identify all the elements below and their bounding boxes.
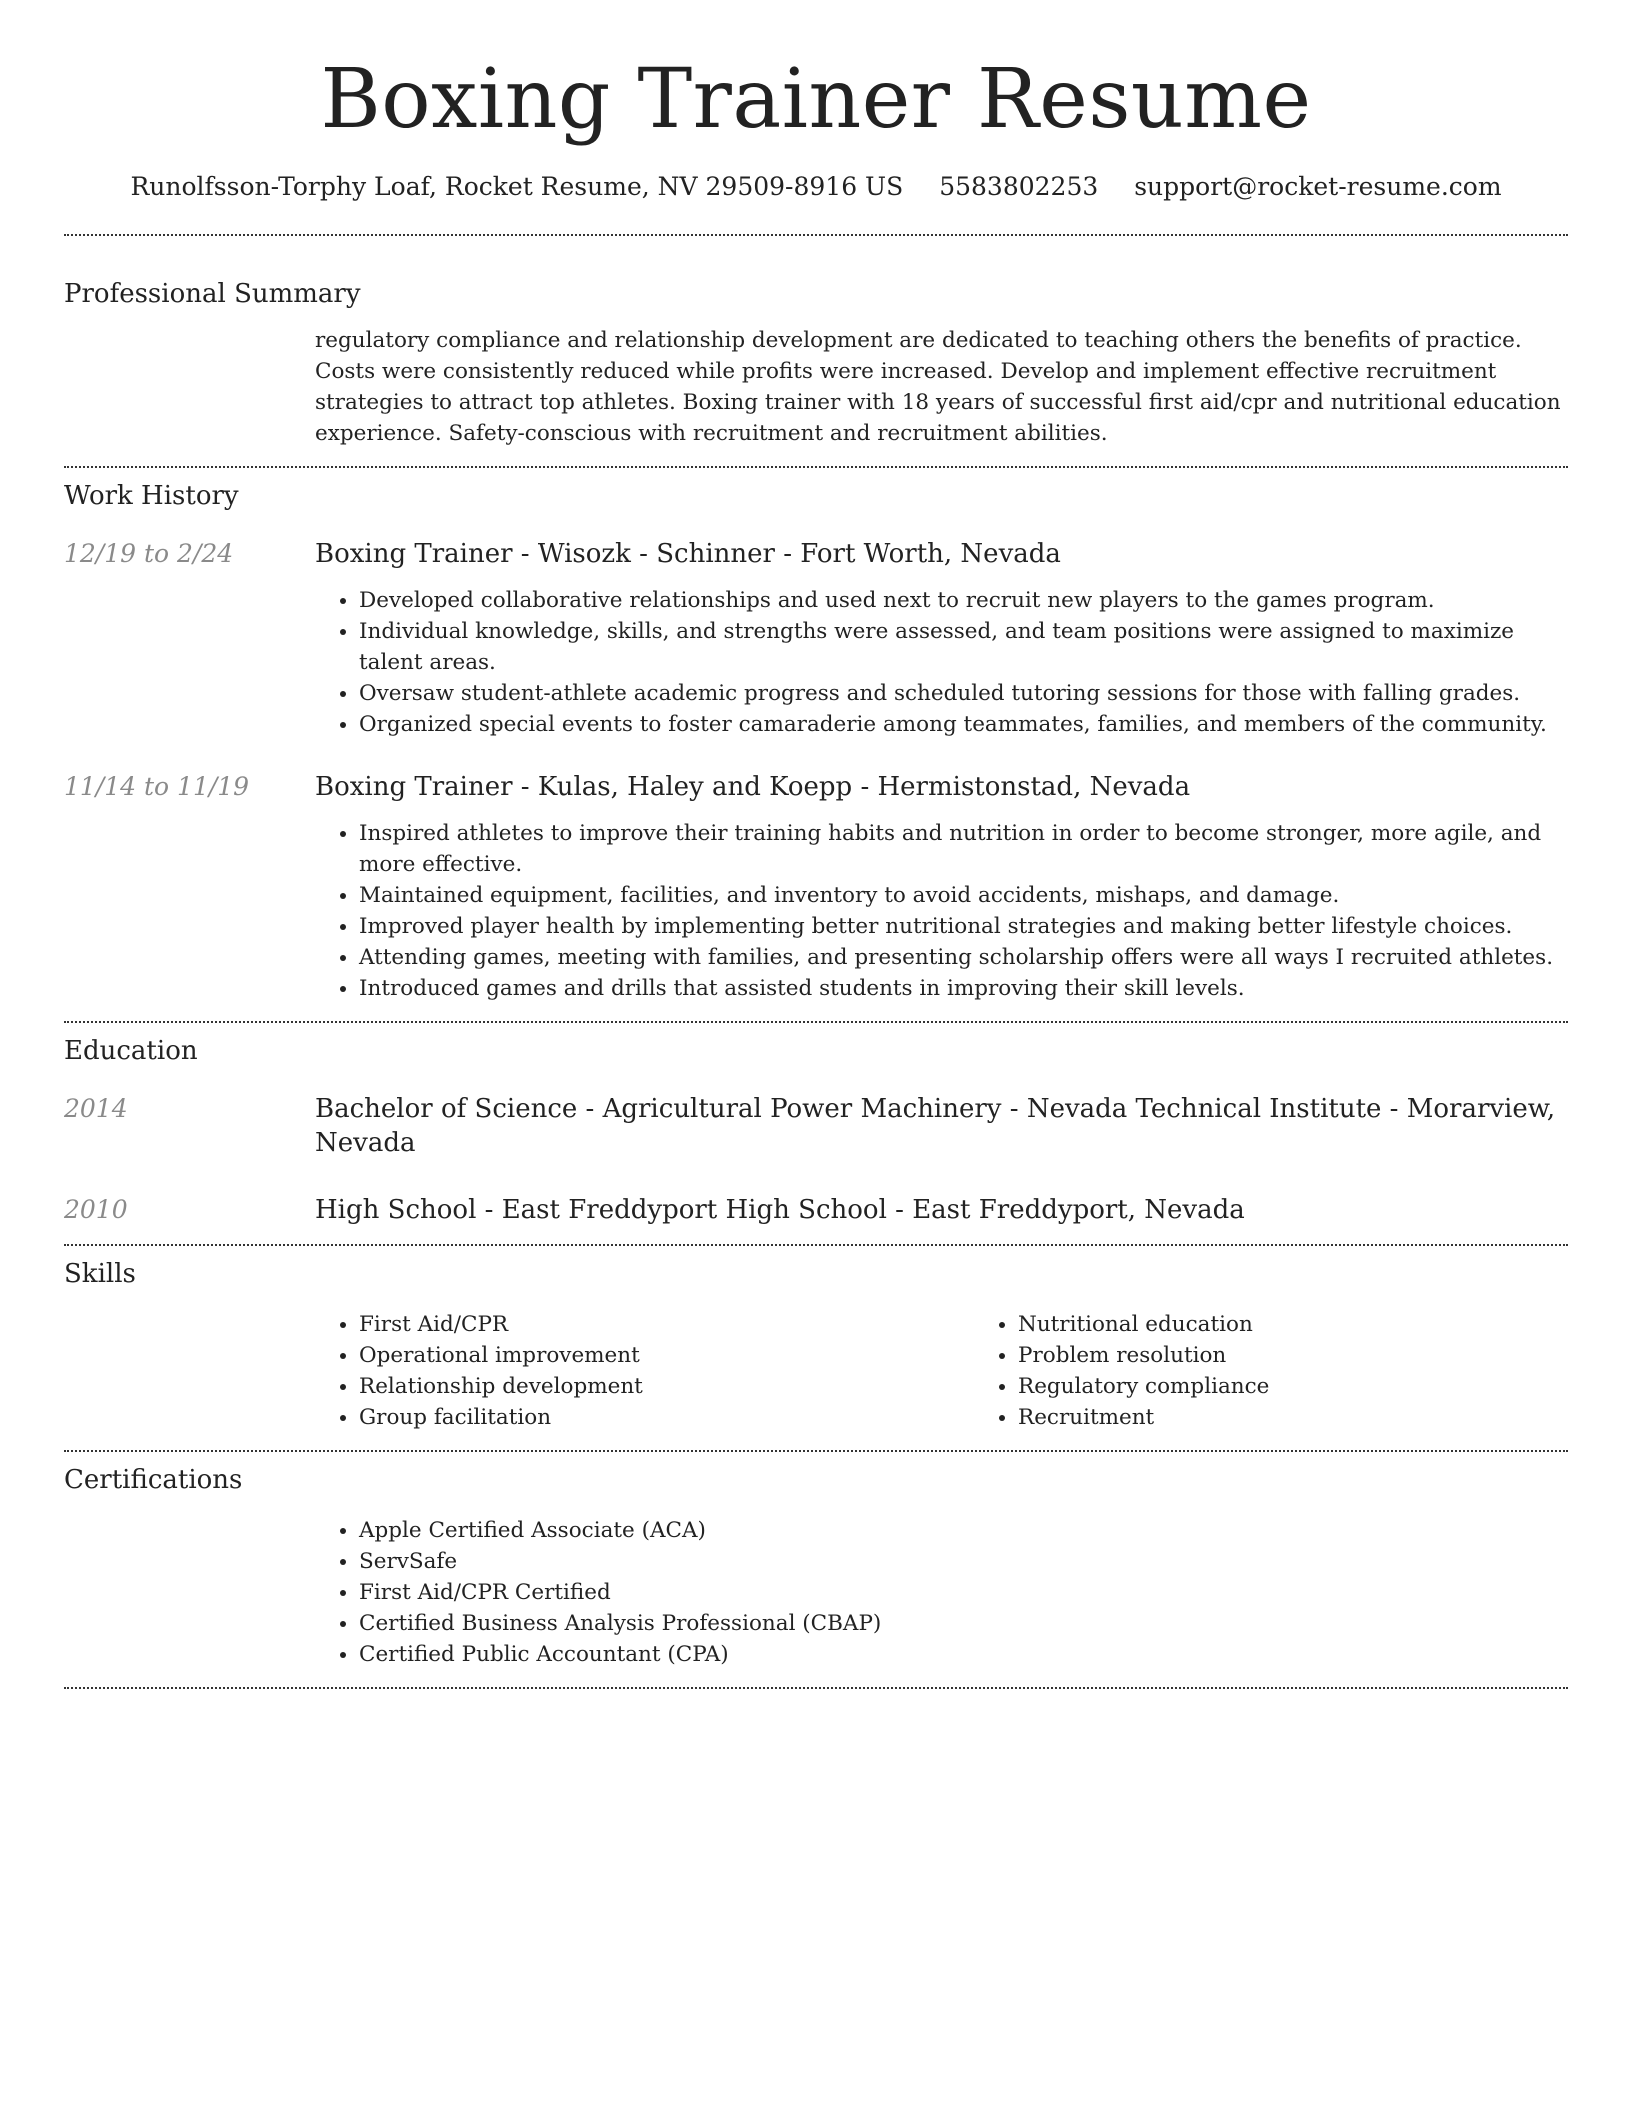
section-divider bbox=[64, 234, 1568, 236]
skills-heading: Skills bbox=[64, 1259, 136, 1289]
skills-section bbox=[64, 1257, 1568, 1433]
section-divider bbox=[64, 1687, 1568, 1689]
skill-item: • Relationship development bbox=[359, 1371, 974, 1402]
work-history-section bbox=[64, 479, 1568, 1004]
certifications-heading: Certifications bbox=[64, 1465, 243, 1495]
job-bullet: • Organized special events to foster camaraderie among teammates, families, and members of the community. bbox=[359, 709, 1568, 740]
education-title: High School - East Freddyport High School - East Freddyport, Nevada bbox=[315, 1195, 1245, 1225]
section-divider bbox=[64, 1021, 1568, 1023]
job-title: Boxing Trainer - Wisozk - Schinner - Fort Worth, Nevada bbox=[315, 539, 1061, 569]
summary-heading: Professional Summary bbox=[64, 279, 361, 309]
contact-line bbox=[64, 170, 1568, 204]
job-bullet: • Introduced games and drills that assisted students in improving their skill levels. bbox=[359, 973, 1568, 1004]
job-bullet: • Oversaw student-athlete academic progress and scheduled tutoring sessions for those with falling grades. bbox=[359, 678, 1568, 709]
job-entry bbox=[64, 770, 1568, 1004]
job-dates: 12/19 to 2/24 bbox=[64, 539, 234, 568]
job-bullet: • Inspired athletes to improve their training habits and nutrition in order to become stronger, more agile, and more effective. bbox=[359, 818, 1568, 880]
contact-phone: 5583802253 bbox=[939, 172, 1099, 201]
summary-text: regulatory compliance and relationship development are dedicated to teaching others the benefits of practice. Costs were consistently reduced while profits were increased. Develop and implement effective recruitment strategies to attract top athletes. Boxing trainer with 18 years of successful first aid/cpr and nutritional education experience. Safety-conscious with recruitment and recruitment abilities. bbox=[315, 328, 1561, 446]
skill-item: • Group facilitation bbox=[359, 1402, 974, 1433]
skills-list-right bbox=[974, 1309, 1632, 1433]
certifications-section bbox=[64, 1463, 1568, 1670]
certification-item: • Certified Public Accountant (CPA) bbox=[359, 1639, 1568, 1670]
skill-item: • First Aid/CPR bbox=[359, 1309, 974, 1340]
summary-section bbox=[64, 277, 1568, 449]
job-bullets bbox=[315, 585, 1568, 740]
section-divider bbox=[64, 466, 1568, 468]
skill-item: • Recruitment bbox=[1018, 1402, 1632, 1433]
job-bullet: • Attending games, meeting with families, and presenting scholarship offers were all ways I recruited athletes. bbox=[359, 942, 1568, 973]
job-entry bbox=[64, 537, 1568, 740]
education-entry bbox=[64, 1193, 1568, 1227]
skill-item: • Problem resolution bbox=[1018, 1340, 1632, 1371]
skill-item: • Operational improvement bbox=[359, 1340, 974, 1371]
certification-item: • Certified Business Analysis Professional (CBAP) bbox=[359, 1608, 1568, 1639]
section-divider bbox=[64, 1244, 1568, 1246]
certification-item: • Apple Certified Associate (ACA) bbox=[359, 1515, 1568, 1546]
skill-item: • Regulatory compliance bbox=[1018, 1371, 1632, 1402]
certification-item: • ServSafe bbox=[359, 1546, 1568, 1577]
job-dates: 11/14 to 11/19 bbox=[64, 772, 250, 801]
education-entry bbox=[64, 1092, 1568, 1160]
education-title: Bachelor of Science - Agricultural Power Machinery - Nevada Technical Institute - Morarview, Nevada bbox=[315, 1094, 1556, 1158]
section-divider bbox=[64, 1450, 1568, 1452]
certifications-list bbox=[315, 1515, 1568, 1670]
contact-email: support@rocket-resume.com bbox=[1134, 172, 1502, 201]
job-title: Boxing Trainer - Kulas, Haley and Koepp - Hermistonstad, Nevada bbox=[315, 772, 1191, 802]
education-section bbox=[64, 1034, 1568, 1227]
job-bullet: • Individual knowledge, skills, and strengths were assessed, and team positions were assigned to maximize talent areas. bbox=[359, 616, 1568, 678]
job-bullet: • Maintained equipment, facilities, and inventory to avoid accidents, mishaps, and damage. bbox=[359, 880, 1568, 911]
education-year: 2010 bbox=[64, 1195, 128, 1224]
certification-item: • First Aid/CPR Certified bbox=[359, 1577, 1568, 1608]
skills-list-left bbox=[315, 1309, 974, 1433]
contact-address: Runolfsson-Torphy Loaf, Rocket Resume, NV 29509-8916 US bbox=[130, 172, 904, 201]
skills-grid bbox=[315, 1309, 1632, 1433]
education-heading: Education bbox=[64, 1036, 198, 1066]
education-year: 2014 bbox=[64, 1094, 128, 1123]
job-bullet: • Developed collaborative relationships and used next to recruit new players to the games program. bbox=[359, 585, 1568, 616]
job-bullets bbox=[315, 818, 1568, 1004]
work-history-heading: Work History bbox=[64, 481, 239, 511]
resume-title: Boxing Trainer Resume bbox=[320, 52, 1312, 147]
job-bullet: • Improved player health by implementing better nutritional strategies and making better lifestyle choices. bbox=[359, 911, 1568, 942]
skill-item: • Nutritional education bbox=[1018, 1309, 1632, 1340]
